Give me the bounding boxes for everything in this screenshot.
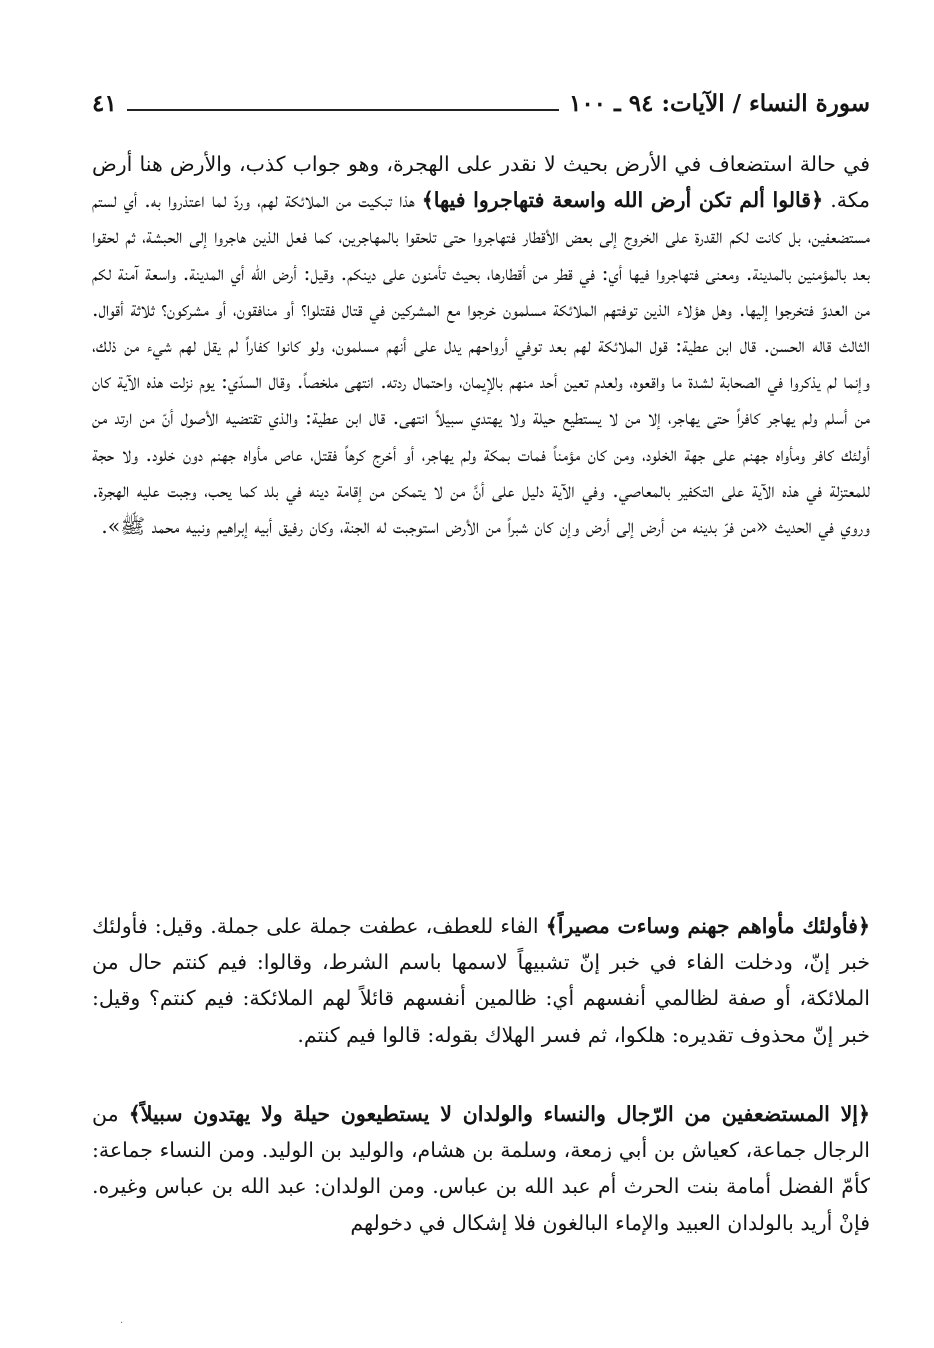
quran-quote: ﴿إلا المستضعفين من الرّجال والنساء والولدان لا يستطيعون حيلة ولا يهتدون سبيلاً﴾ bbox=[128, 1102, 870, 1126]
paragraph-text: الفاء للعطف، عطفت جملة على جملة. وقيل: فأولئك خبر إنّ، ودخلت الفاء في خبر إنّ تشبيهاً لاسمها باسم الشرط، وقالوا: فيم كنتم حال من الملائكة، أو صفة لظالمي أنفسهم أي: ظالمين أنفسهم قائلاً لهم الملائكة: فيم كنتم؟ وقيل: خبر إنّ محذوف تقديره: هلكوا، ثم فسر الهلاك بقوله: قالوا فيم كنتم. bbox=[92, 914, 870, 1047]
paragraph-text: هذا تبكيت من الملائكة لهم، وردّ لما اعتذروا به. أي لستم مستضعفين، بل كانت لكم القدرة على الخروج إلى بعض الأقطار فتهاجروا حتى تلحقوا بالمهاجرين، كما فعل الذين هاجروا إلى الحبشة، ثم لحقوا بعد بالمؤمنين بالمدينة. ومعنى فتهاجروا فيها أي: في قطر من أقطارها، بحيث تأمنون على دينكم. وقيل: أرض الله أي المدينة. واسعة آمنة لكم من العدوّ فتخرجوا إليها. وهل هؤلاء الذين توفتهم الملائكة مسلمون خرجوا مع المشركين في قتال فقتلوا؟ أو منافقون، أو مشركون؟ ثلاثة أقوال. الثالث قاله الحسن. قال ابن عطية: قول الملائكة لهم بعد توفي أرواحهم يدل على أنهم مسلمون، ولو كانوا كفاراً لم يقل لهم شيء من ذلك، وإنما لم يذكروا في الصحابة لشدة ما واقعوه، ولعدم تعين أحد منهم بالإيمان، واحتمال ردته. انتهى ملخصاً. وقال السدّي: يوم نزلت هذه الآية كان من أسلم ولم يهاجر كافراً حتى يهاجر، إلا من لا يستطيع حيلة ولا يهتدي سبيلاً انتهى. قال ابن عطية: والذي تقتضيه الأصول أنّ من ارتد من أولئك كافر ومأواه جهنم على جهة الخلود، ومن كان مؤمناً فمات بمكة ولم يهاجر، أو أخرج كرهاً فقتل، عاص مأواه جهنم دون خلود. ولا حجة للمعتزلة في هذه الآية على التكفير بالمعاصي. وفي الآية دليل على أنَّ من لا يتمكن من إقامة دينه في بلد كما يحب، وجبت عليه الهجرة. وروي في الحديث «من فرّ بدينه من أرض إلى أرض وإن كان شبراً من الأرض استوجبت له الجنة، وكان رفيق أبيه إبراهيم ونبيه محمد ﷺ». bbox=[92, 188, 870, 539]
page-header bbox=[92, 80, 870, 120]
quran-quote: ﴿فأولئك مأواهم جهنم وساءت مصيراً﴾ bbox=[545, 914, 870, 938]
quran-quote: ﴿قالوا ألم تكن أرض الله واسعة فتهاجروا فيها﴾ bbox=[421, 188, 824, 213]
page-number: ٤١ bbox=[92, 90, 117, 117]
header-rule bbox=[127, 109, 559, 111]
commentary-paragraph-2 bbox=[92, 908, 870, 1053]
paragraph-text: في حالة استضعاف في الأرض بحيث لا نقدر على الهجرة، وهو جواب كذب، والأرض هنا أرض مكة. bbox=[92, 152, 871, 213]
commentary-paragraph-1 bbox=[92, 146, 870, 544]
running-title: سورة النساء / الآيات: ٩٤ ـ ١٠٠ bbox=[568, 90, 870, 117]
paragraph-text: من الرجال جماعة، كعياش بن أبي زمعة، وسلمة بن هشام، والوليد بن الوليد. ومن النساء جماعة: كأمّ الفضل أمامة بنت الحرث أم عبد الله بن عباس. ومن الولدان: عبد الله بن عباس وغيره. فإنْ أريد بالولدان العبيد والإماء البالغون فلا إشكال في دخولهم bbox=[92, 1102, 870, 1235]
commentary-paragraph-3 bbox=[92, 1096, 870, 1241]
scan-speck: · bbox=[120, 1318, 124, 1329]
